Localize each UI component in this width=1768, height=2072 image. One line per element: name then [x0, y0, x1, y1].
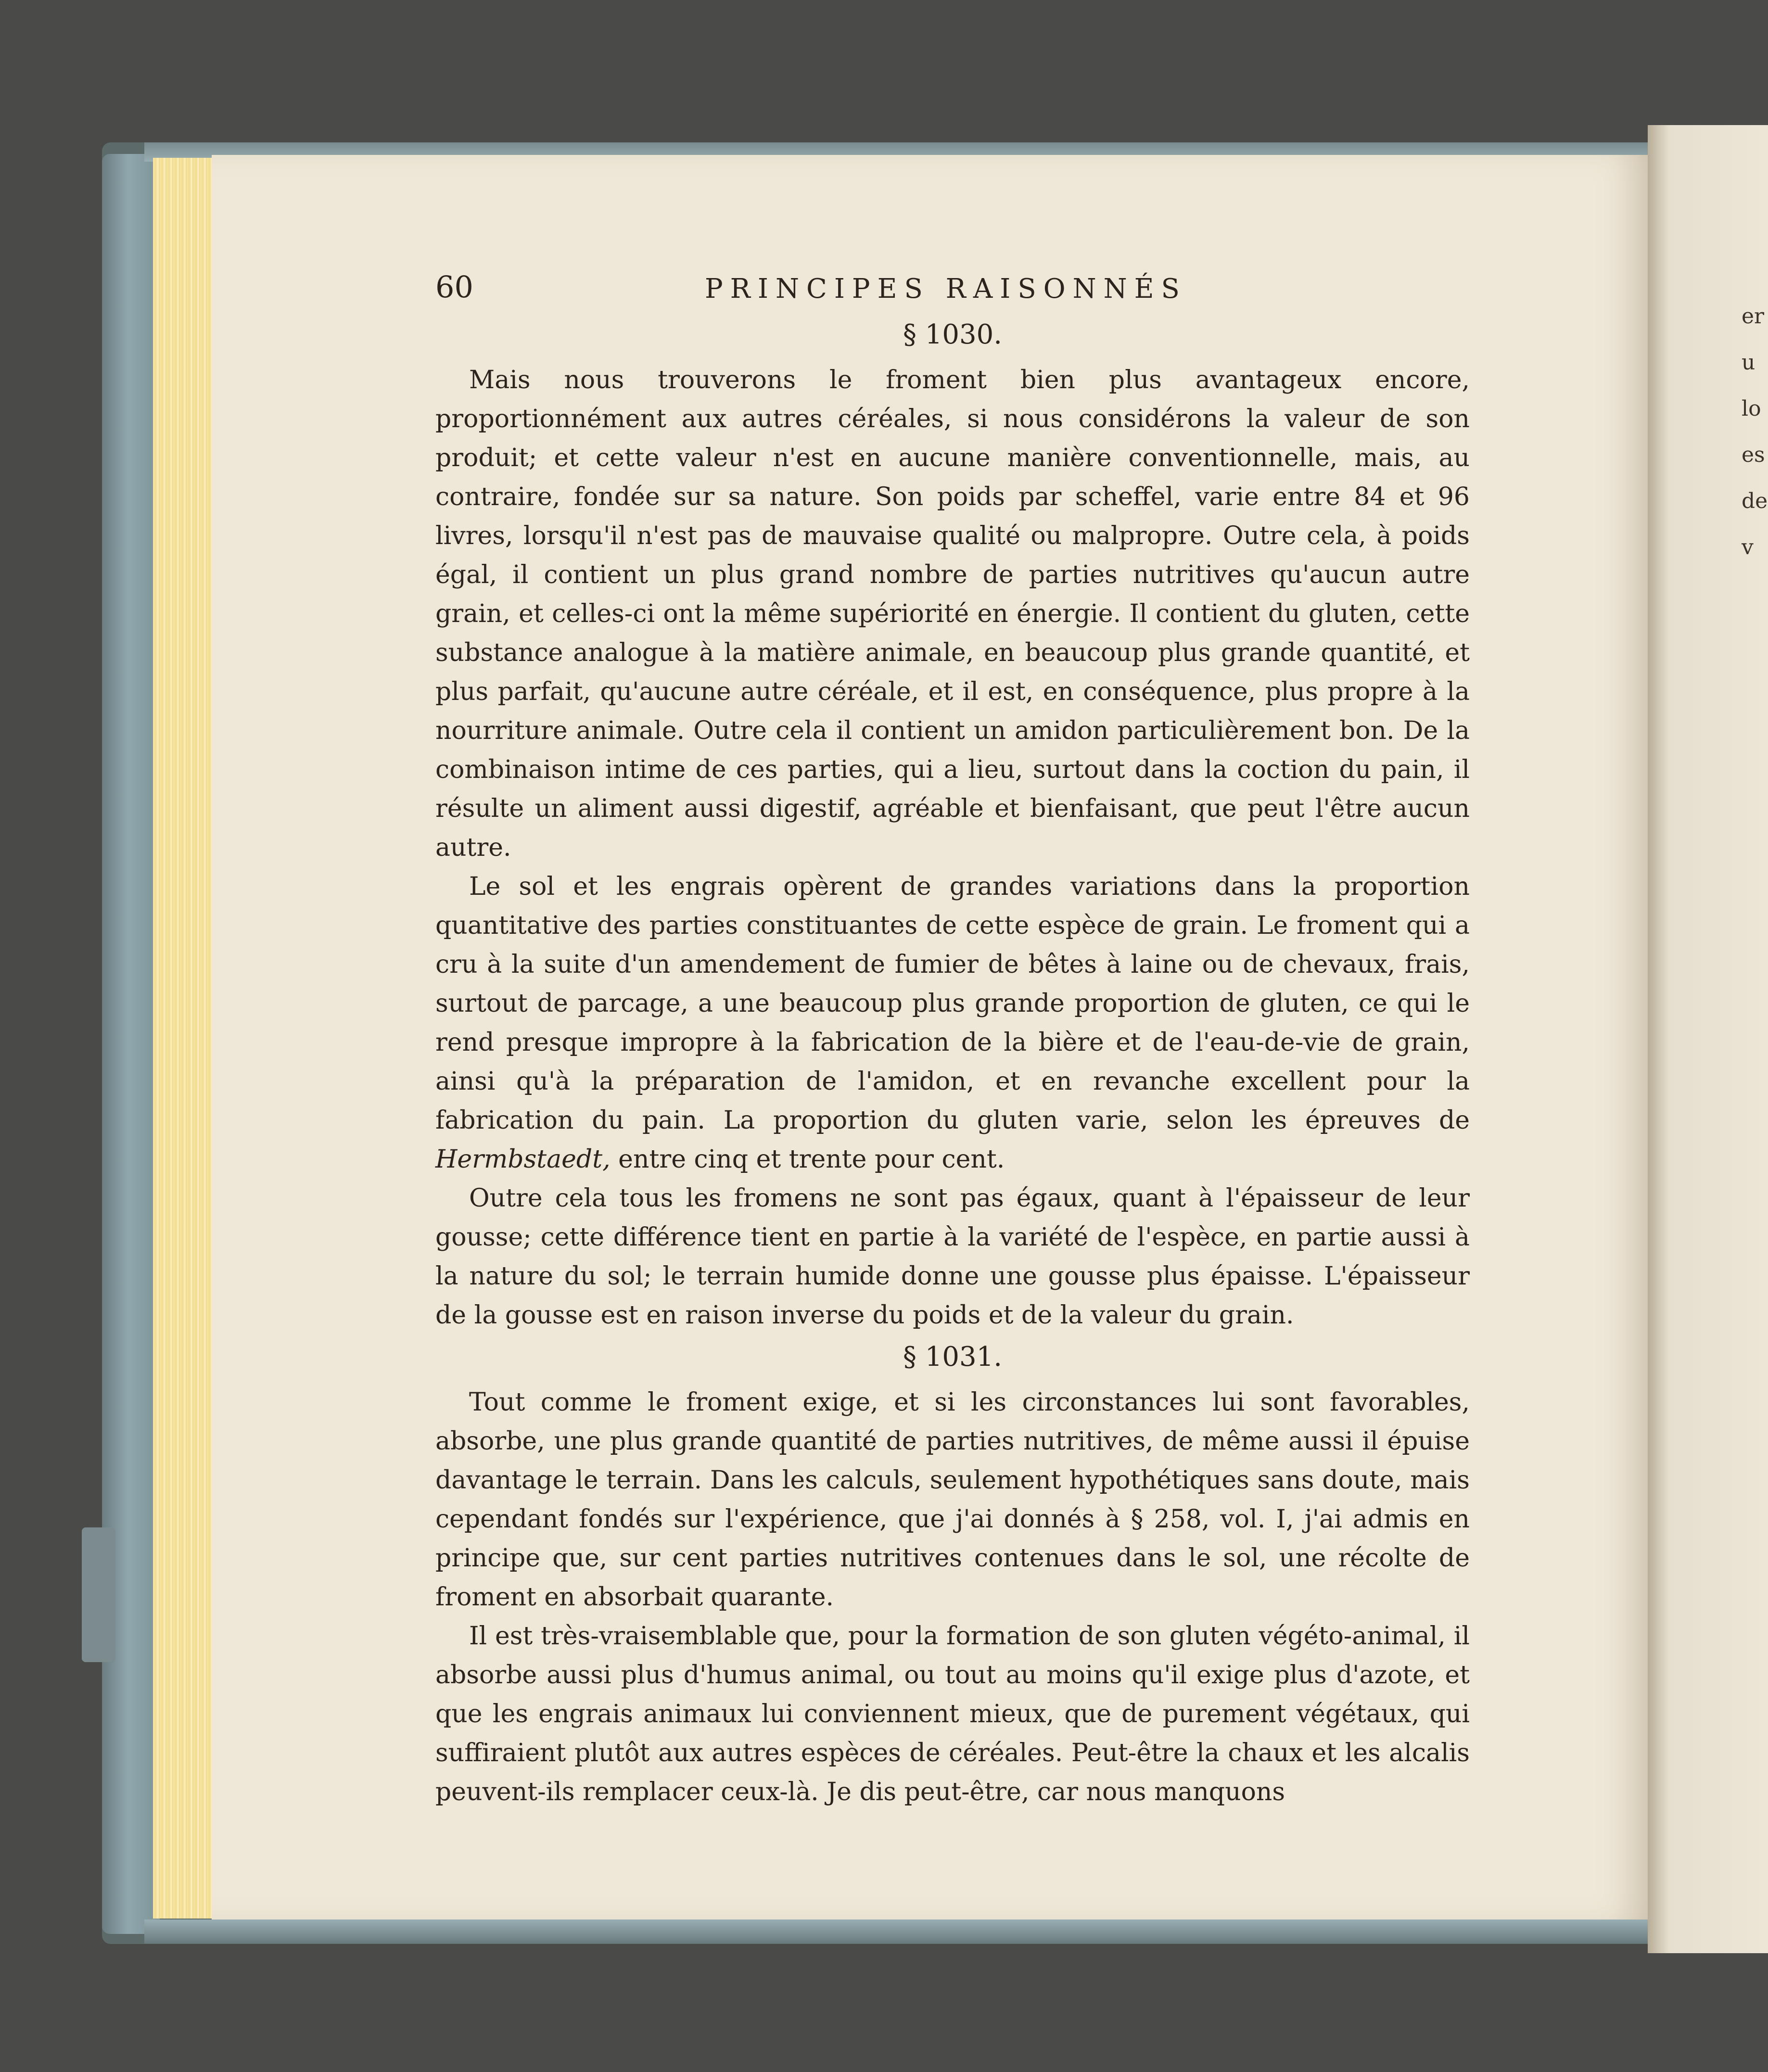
fragment: v: [1742, 535, 1754, 559]
paragraph: Tout comme le froment exige, et si les circonstances lui sont favorables, absorbe, une plus grande quantité de parties nutritives, de même aussi il épuise davantage le terrain. Dans les calculs, seulement hypothétiques sans doute, mais cependant fondés sur l'expérience, que j'ai donnés à § 258, vol. I, j'ai admis en principe que, sur cent parties nutritives contenues dans le sol, une récolte de froment en absorbait quarante.: [435, 1388, 1470, 1612]
paragraph-text: Le sol et les engrais opèrent de grandes variations dans la proportion quantitative des parties constituantes de cette espèce de grain. Le froment qui a cru à la suite d'un amendement de fumier de bêtes à laine ou de chevaux, frais, surtout de parcage, a une beaucoup plus grande proportion de gluten, ce qui le rend presque impropre à la fabrication de la bière et de l'eau-de-vie de grain, ainsi qu'à la préparation de l'amidon, et en revanche excellent pour la fabrication du pain. La proportion du gluten varie, selon les épreuves de: [435, 872, 1470, 1135]
fragment: lo: [1742, 396, 1761, 421]
section-heading: § 1030.: [903, 319, 1003, 350]
fragment: es: [1742, 443, 1765, 467]
book-spine-edge: [102, 154, 160, 1934]
book-clasp: [82, 1527, 115, 1662]
page-block-edges: [153, 158, 215, 1919]
page-text: [435, 260, 1470, 1812]
fragment: er: [1742, 304, 1765, 329]
author-name: Hermbstaedt,: [435, 1145, 611, 1174]
paragraph-tail: entre cinq et trente pour cent.: [610, 1145, 1005, 1174]
paragraph: Il est très-vraisemblable que, pour la formation de son gluten végéto-animal, il absorbe aussi plus d'humus animal, ou tout au moins qu'il exige plus d'azote, et que les engrais animaux lui conviennent mieux, que de purement végétaux, qui suffiraient plutôt aux autres espèces de céréales. Peut-être la chaux et les alcalis peuvent-ils remplacer ceux-là. Je dis peut-être, car nous manquons: [435, 1622, 1470, 1806]
section-heading: § 1031.: [903, 1341, 1003, 1373]
page-number: 60: [435, 269, 473, 305]
cover-bottom-edge: [144, 1919, 1650, 1944]
paragraph: [435, 867, 1470, 1179]
facing-page-fragments: [1742, 293, 1768, 571]
paragraph: Mais nous trouverons le froment bien plus avantageux encore, proportionnément aux autres céréales, si nous considérons la valeur de son produit; et cette valeur n'est en aucune manière conventionnelle, mais, au contraire, fondée sur sa nature. Son poids par scheffel, varie entre 84 et 96 livres, lorsqu'il n'est pas de mauvaise qualité ou malpropre. Outre cela, à poids égal, il contient un plus grand nombre de parties nutritives qu'aucun autre grain, et celles-ci ont la même supériorité en énergie. Il contient du gluten, cette substance analogue à la matière animale, en beaucoup plus grande quantité, et plus parfait, qu'aucune autre céréale, et il est, en conséquence, plus propre à la nourriture animale. Outre cela il contient un amidon particulièrement bon. De la combinaison intime de ces parties, qui a lieu, surtout dans la coction du pain, il résulte un aliment aussi digestif, agréable et bienfaisant, que peut l'être aucun autre.: [435, 366, 1470, 862]
fragment: de: [1742, 489, 1768, 513]
running-head: [435, 260, 1470, 313]
fragment: u: [1742, 350, 1755, 375]
paragraph: Outre cela tous les fromens ne sont pas égaux, quant à l'épaisseur de leur gousse; cette différence tient en partie à la variété de l'espèce, en partie aussi à la nature du sol; le terrain humide donne une gousse plus épaisse. L'épaisseur de la gousse est en raison inverse du poids et de la valeur du grain.: [435, 1184, 1470, 1330]
running-title: PRINCIPES RAISONNÉS: [705, 273, 1187, 305]
